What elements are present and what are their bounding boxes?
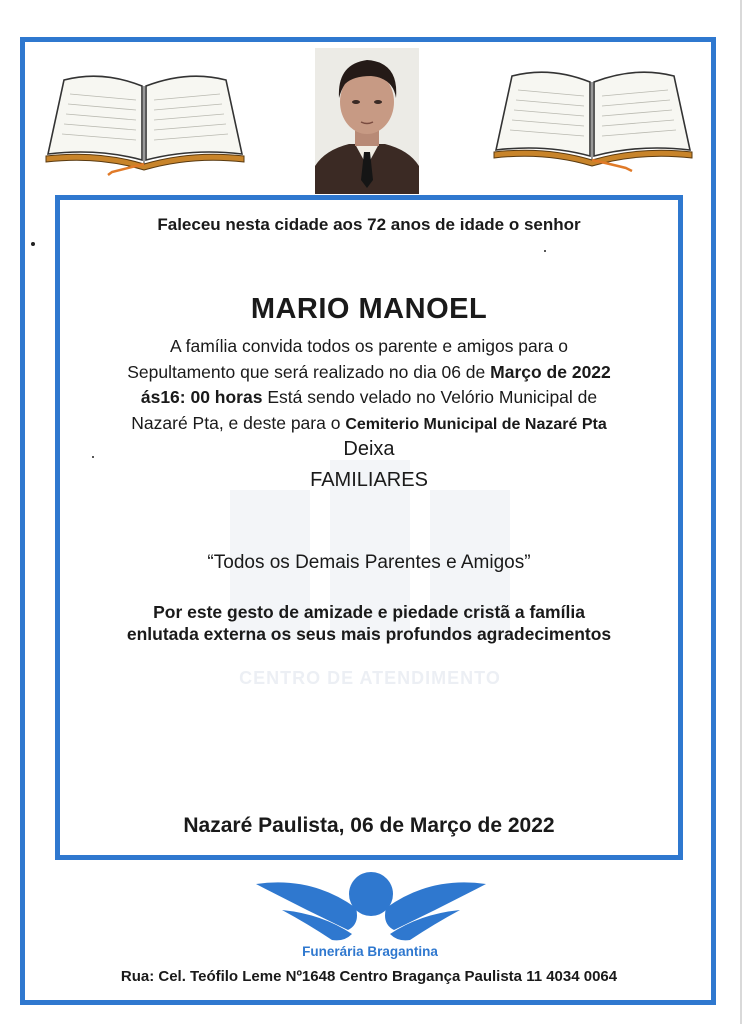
funeral-home-logo-icon bbox=[252, 868, 490, 944]
funeral-home-address: Rua: Cel. Teófilo Leme Nº1648 Centro Bragança Paulista 11 4034 0064 bbox=[120, 968, 618, 985]
deceased-name: MARIO MANOEL bbox=[250, 293, 488, 325]
open-bible-icon bbox=[42, 64, 248, 176]
thanks-line-1: Por este gesto de amizade e piedade cristã a família bbox=[153, 602, 585, 622]
intro-text: Faleceu nesta cidade aos 72 anos de idade o senhor bbox=[157, 215, 581, 234]
funeral-details-paragraph bbox=[60, 334, 678, 437]
thanks-line-2: enlutada externa os seus mais profundos agradecimentos bbox=[126, 624, 612, 644]
leaves-label: Deixa bbox=[343, 438, 395, 460]
paragraph-line-2: Sepultamento que será realizado no dia 06 de bbox=[127, 361, 491, 382]
paragraph-line-3: Está sendo velado no Velório Municipal de bbox=[262, 387, 598, 407]
burial-time: ás16: 00 horas bbox=[140, 387, 263, 407]
paragraph-line-1: A família convida todos os parente e amigos para o bbox=[170, 336, 568, 356]
watermark-text: CENTRO DE ATENDIMENTO bbox=[239, 668, 501, 688]
open-bible-icon bbox=[490, 60, 696, 172]
funeral-home-name: Funerária Bragantina bbox=[302, 944, 438, 959]
portrait-photo bbox=[315, 48, 419, 194]
cemetery-name: Cemiterio Municipal de Nazaré Pta bbox=[345, 415, 607, 433]
thanks-text bbox=[60, 601, 678, 645]
place-date: Nazaré Paulista, 06 de Março de 2022 bbox=[183, 814, 555, 837]
family-label: FAMILIARES bbox=[310, 469, 428, 491]
quote-text: “Todos os Demais Parentes e Amigos” bbox=[207, 552, 531, 573]
paragraph-line-4: Nazaré Pta, e deste para o bbox=[131, 412, 346, 433]
burial-month-year: Março de 2022 bbox=[490, 361, 611, 382]
